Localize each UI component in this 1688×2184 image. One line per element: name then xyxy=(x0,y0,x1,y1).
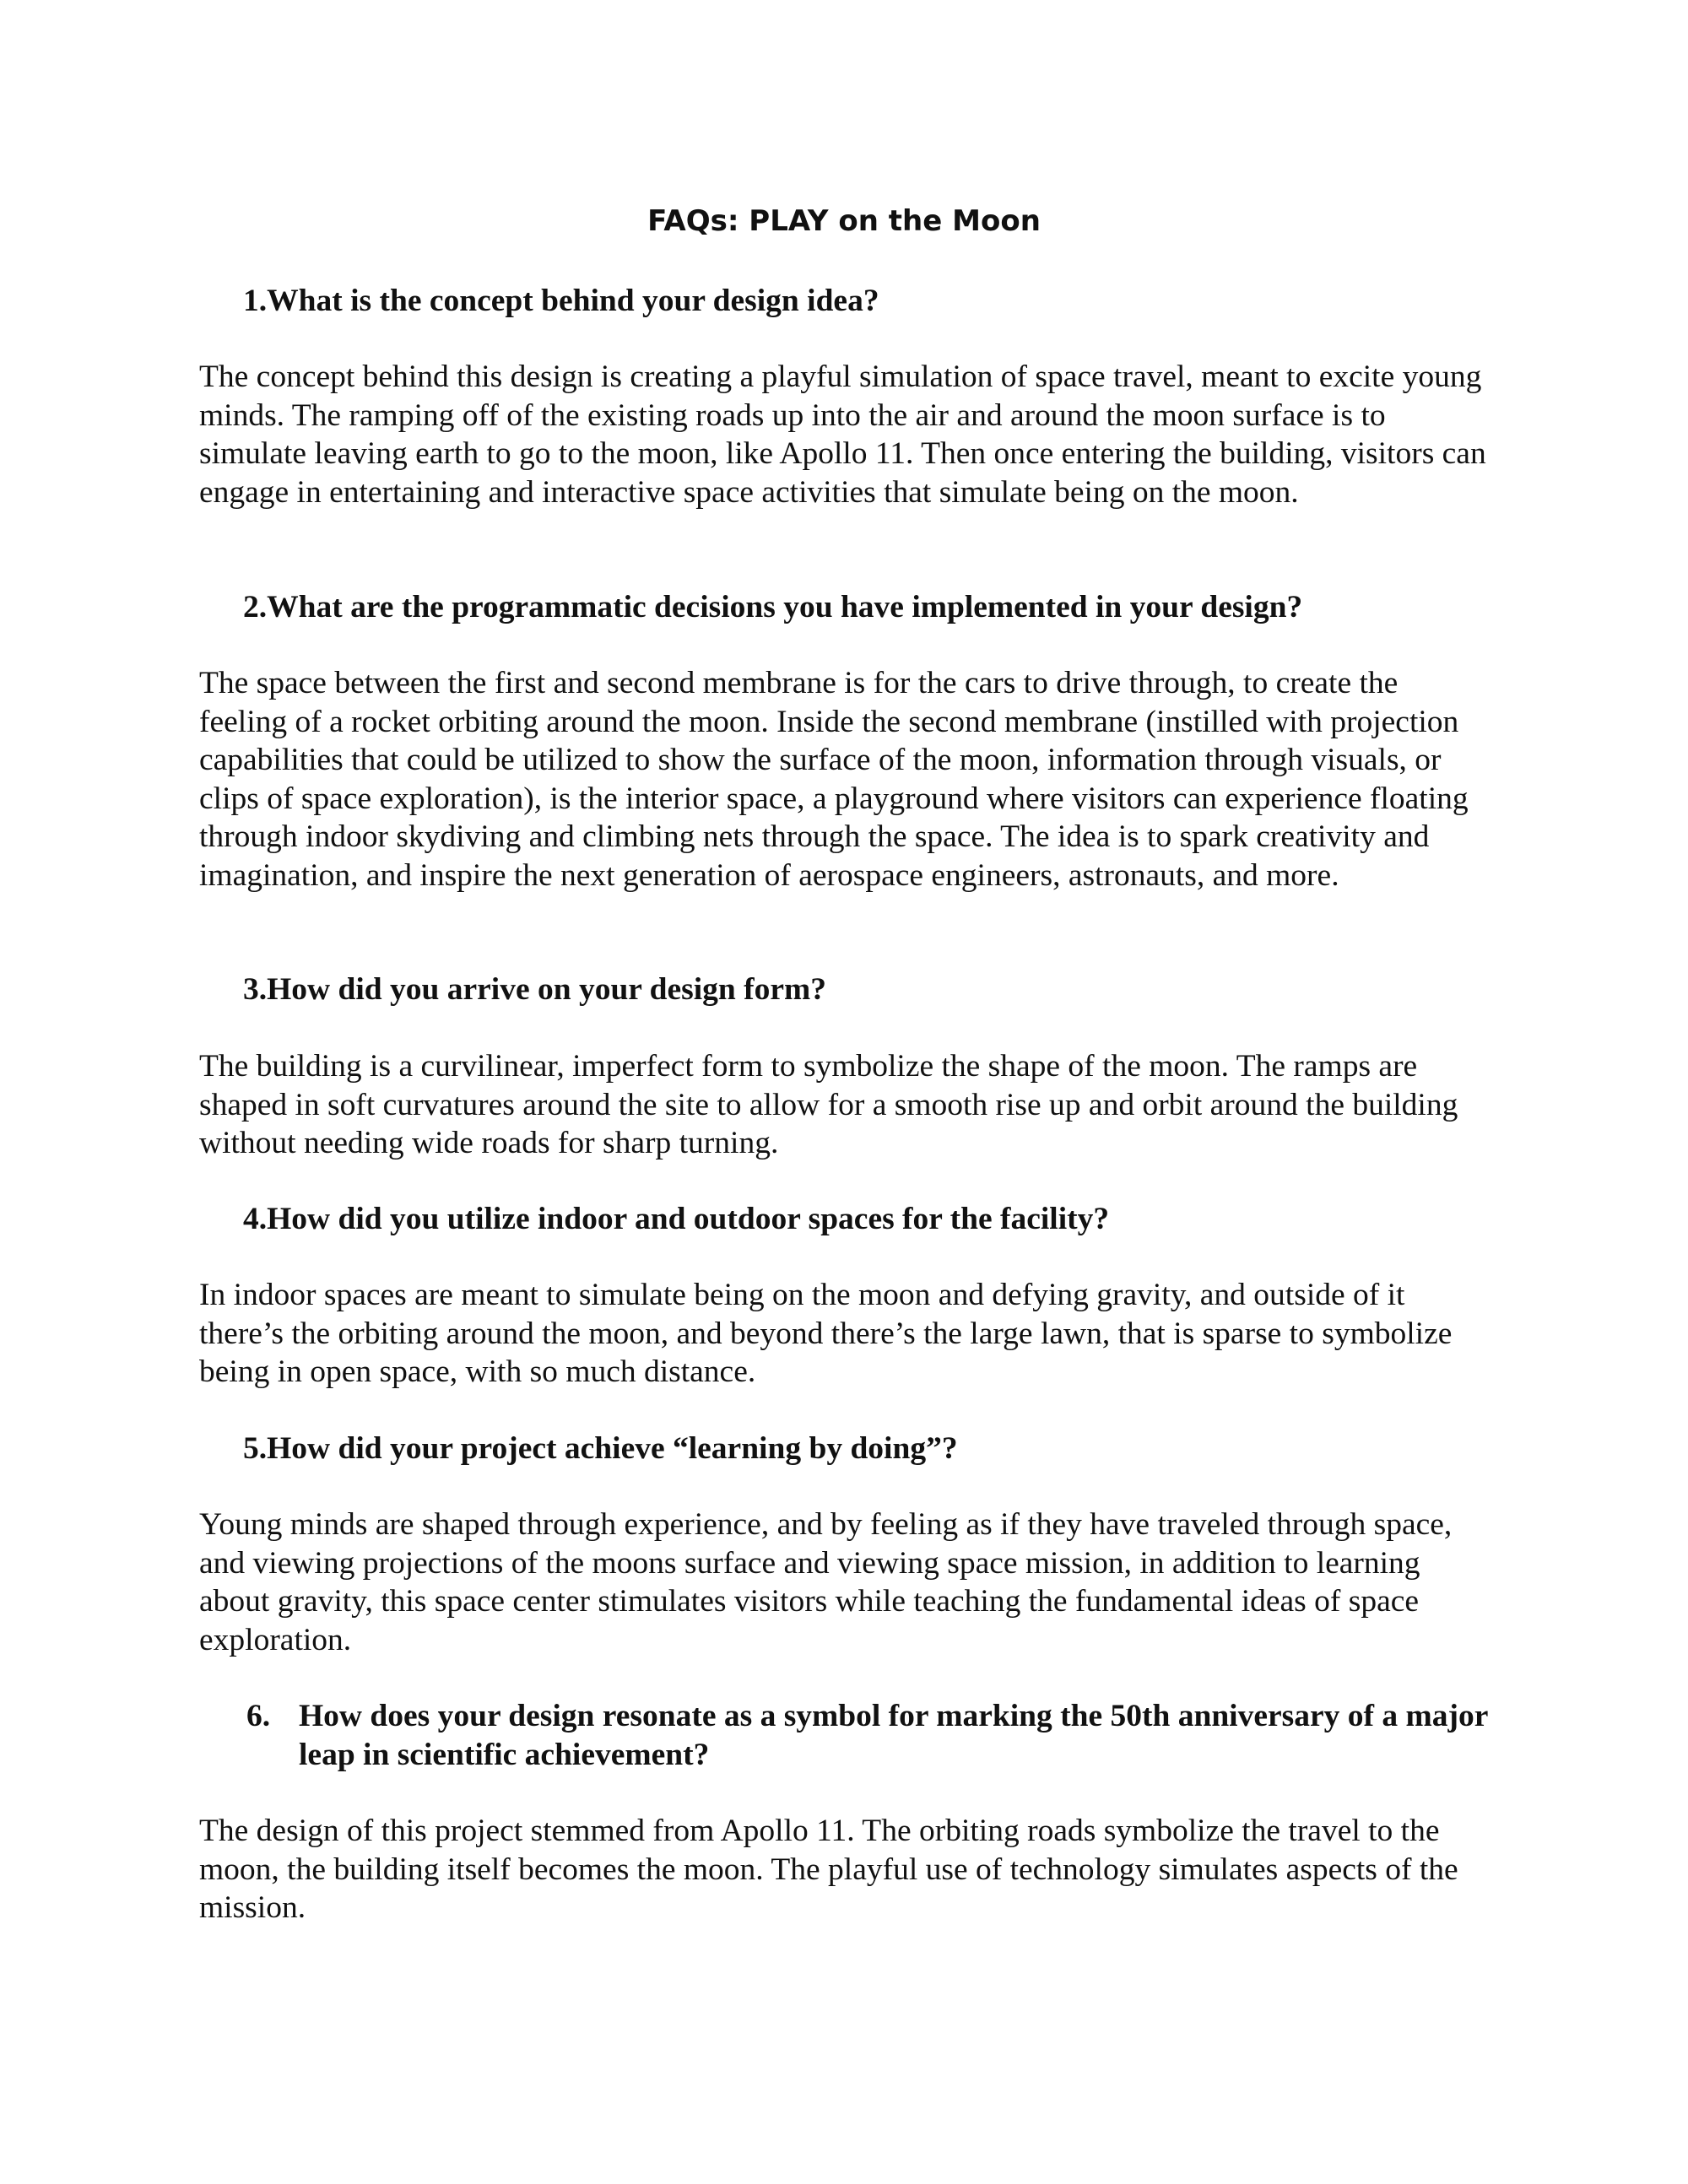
faq-question-2 xyxy=(243,588,1509,627)
faq-answer-6: The design of this project stemmed from Apollo 11. The orbiting roads symbolize the travel to the moon, the building itself becomes the moon. The playful use of technology simulates aspects of the mission. xyxy=(199,1814,1458,1925)
faq-number-6: 6. xyxy=(246,1699,271,1733)
page-title: FAQs: PLAY on the Moon xyxy=(647,204,1041,238)
faq-question-text-1: What is the concept behind your design idea? xyxy=(267,284,879,318)
faq-answer-4: In indoor spaces are meant to simulate being on the moon and defying gravity, and outside of it there’s the orbiting around the moon, and beyond there’s the large lawn, that is sparse to symbolize being in open space, with so much distance. xyxy=(199,1278,1453,1389)
faq-answer-5: Young minds are shaped through experience, and by feeling as if they have traveled through space, and viewing projections of the moons surface and viewing space mission, in addition to learning about gravity, this space center stimulates visitors while teaching the fundamental ideas of space exploration. xyxy=(199,1507,1453,1657)
faq-answer-2: The space between the first and second membrane is for the cars to drive through, to create the feeling of a rocket orbiting around the moon. Inside the second membrane (instilled with projection capabilities that could be utilized to show the surface of the moon, information through visuals, or clips of space exploration), is the interior space, a playground where visitors can experience floating through indoor skydiving and climbing nets through the space. The idea is to spark creativity and imagination, and inspire the next generation of aerospace engineers, astronauts, and more. xyxy=(199,666,1469,893)
faq-question-text-2: What are the programmatic decisions you have implemented in your design? xyxy=(267,590,1303,624)
faq-answer-1: The concept behind this design is creating a playful simulation of space travel, meant to excite young minds. The ramping off of the existing roads up into the air and around the moon surface is to simulate leaving earth to go to the moon, like Apollo 11. Then once entering the building, visitors can engage in entertaining and interactive space activities that simulate being on the moon. xyxy=(199,359,1486,510)
faq-question-text-5: How did your project achieve “learning by doing”? xyxy=(267,1431,958,1466)
faq-question-text-3: How did you arrive on your design form? xyxy=(267,972,827,1007)
faq-question-4 xyxy=(243,1200,1509,1239)
faq-question-3 xyxy=(243,970,1509,1009)
faq-number-1: 1. xyxy=(243,284,268,318)
faq-question-text-4: How did you utilize indoor and outdoor spaces for the facility? xyxy=(267,1202,1110,1236)
faq-number-4: 4. xyxy=(243,1202,268,1236)
faq-question-text-6: How does your design resonate as a symbol for marking the 50th anniversary of a major leap in scientific achievement? xyxy=(299,1699,1488,1772)
faq-question-5 xyxy=(243,1430,1509,1468)
faq-question-1 xyxy=(243,282,1509,321)
faq-number-2: 2. xyxy=(243,590,268,624)
faq-number-5: 5. xyxy=(243,1431,268,1466)
faq-question-6 xyxy=(246,1697,1512,1775)
faq-answer-3: The building is a curvilinear, imperfect form to symbolize the shape of the moon. The ramps are shaped in soft curvatures around the site to allow for a smooth rise up and orbit around the building without needing wide roads for sharp turning. xyxy=(199,1049,1458,1160)
faq-number-3: 3. xyxy=(243,972,268,1007)
